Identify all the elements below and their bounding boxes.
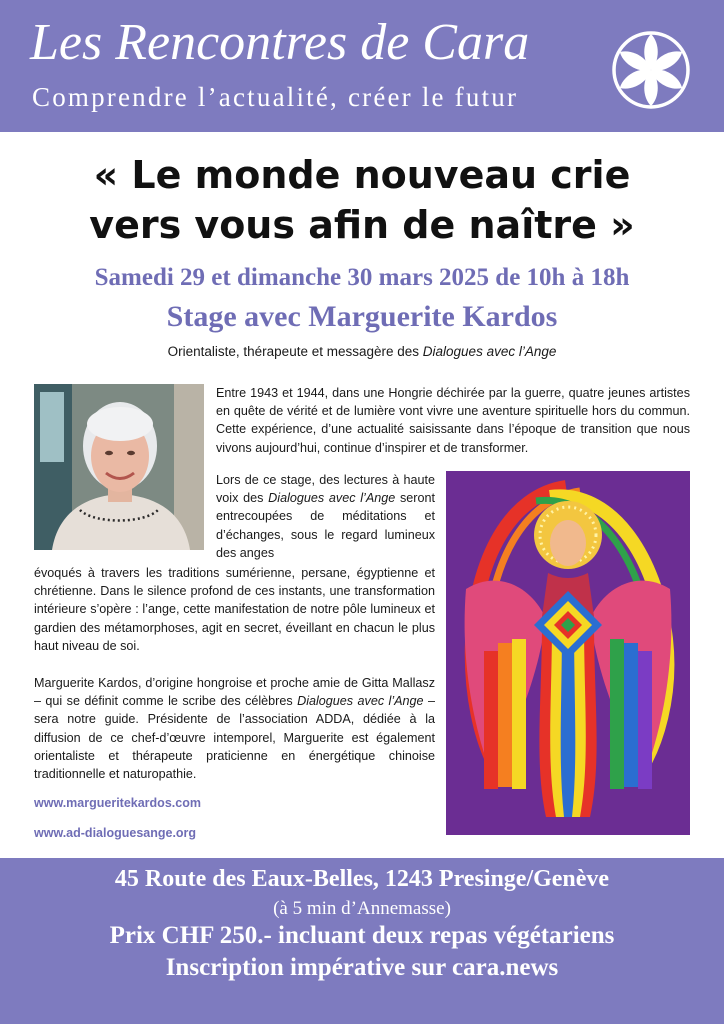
headline — [0, 150, 724, 250]
event-dates: Samedi 29 et dimanche 30 mars 2025 de 10h à 18h — [94, 264, 630, 291]
p2-prefix: Lors de ce stage, des lectures à haute voix des — [216, 473, 435, 506]
portrait-photo — [34, 384, 204, 550]
stage-title: Stage avec Marguerite Kardos — [166, 300, 558, 333]
link-ad-dialoguesange[interactable]: www.ad-dialoguesange.org — [34, 826, 197, 840]
p2-suffix: seront entrecoupées de méditations et d’échanges, sous le regard lumineux des anges — [216, 491, 435, 560]
venue-proximity: (à 5 min d’Annemasse) — [273, 898, 451, 919]
intro-paragraph: Entre 1943 et 1944, dans une Hongrie déchirée par la guerre, quatre jeunes artistes en quête de vérité et de lumière vont vivre une aventure spirituelle hors du commun. Cette expérience, d’une actualité saisissante dans l’époque de transition que nous vivons aujourd’hui, continue d’inspirer et de transformer. — [216, 386, 690, 455]
p3-book-title: Dialogues avec l’Ange — [297, 694, 424, 709]
flower-of-life-icon — [611, 30, 691, 110]
stage-paragraph-part-1 — [216, 471, 435, 562]
p3-suffix: – sera notre guide. Présidente de l’association ADDA, dédiée à la diffusion de ce chef-d’œuvre intemporel, Marguerite est également orientaliste et thérapeute praticienne en énergétique chinoise traditionnelle et naturopathie. — [34, 694, 435, 782]
bio-paragraph — [34, 674, 435, 783]
p3-prefix: Marguerite Kardos, d’origine hongroise et proche amie de Gitta Mallasz – qui se définit comme le scribe des célèbres — [34, 676, 435, 709]
angel-painting — [446, 471, 690, 835]
venue-address: 45 Route des Eaux-Belles, 1243 Presinge/Genève — [114, 866, 610, 892]
p2-book-title: Dialogues avec l’Ange — [268, 491, 396, 506]
headline-line-1: « Le monde nouveau crie — [93, 153, 631, 197]
stage-paragraph-part-2: évoqués à travers les traditions sumérienne, persane, égyptienne et chrétienne. Dans le silence profond de ces instants, une transformation intérieure s’opère : l’ange, cette manifestation de notre pôle lumineux et gardien des métamorphoses, agit en secret, éveillant en chacun le plus haut niveau de soi. — [34, 566, 435, 653]
brand-title: Les Rencontres de Cara — [30, 14, 530, 71]
link-margueritekardos[interactable]: www.margueritekardos.com — [34, 796, 201, 810]
brand-tagline: Comprendre l’actualité, créer le futur — [32, 82, 519, 112]
subtitle-prefix: Orientaliste, thérapeute et messagère des — [167, 344, 423, 359]
headline-line-2: vers vous afin de naître » — [89, 203, 635, 247]
price-info: Prix CHF 250.- incluant deux repas végétariens — [109, 922, 615, 949]
subtitle-book-title: Dialogues avec l’Ange — [422, 344, 557, 359]
speaker-subtitle — [0, 344, 724, 359]
registration-info: Inscription impérative sur cara.news — [165, 954, 559, 981]
